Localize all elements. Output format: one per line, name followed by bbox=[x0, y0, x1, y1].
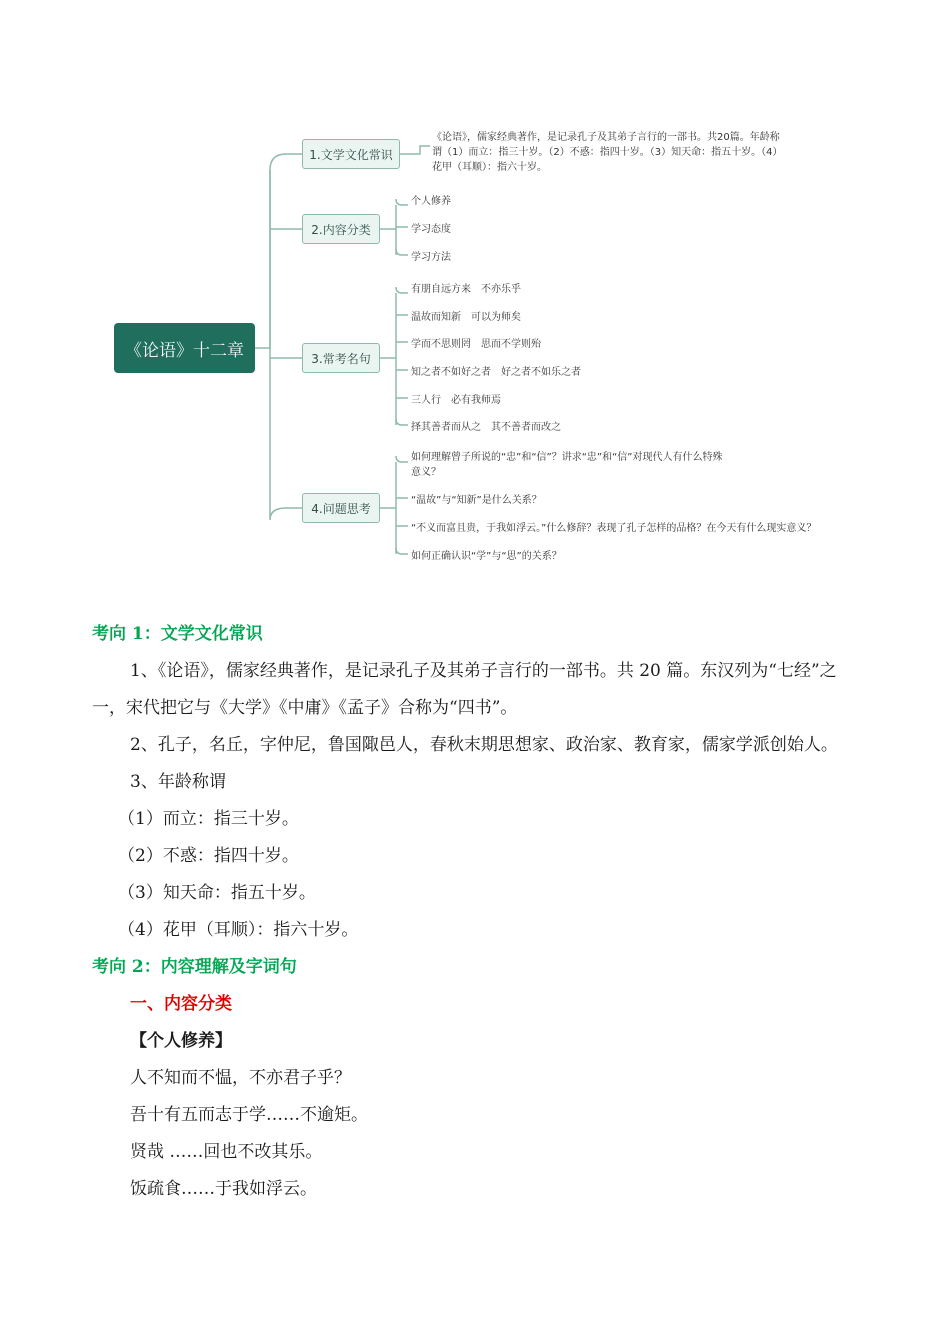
heading-direction-1: 考向 1：文学文化常识 bbox=[92, 624, 263, 644]
leaf-content-category: 个人修养 bbox=[411, 196, 451, 207]
subheading-personal-cultivation: 【个人修养】 bbox=[130, 1031, 232, 1051]
leaf-famous-quote: 学而不思则罔 思而不学则殆 bbox=[411, 339, 541, 350]
age-item: （4）花甲（耳顺）：指六十岁。 bbox=[118, 920, 359, 940]
branch-content-category: 2.内容分类 bbox=[302, 214, 380, 244]
document-body bbox=[92, 616, 862, 1208]
leaf-content-category: 学习态度 bbox=[411, 224, 451, 235]
section-content-category: 一、内容分类 bbox=[130, 994, 232, 1014]
leaf-famous-quote: 知之者不如好之者 好之者不如乐之者 bbox=[411, 367, 581, 378]
quote-line: 饭疏食……于我如浮云。 bbox=[130, 1179, 317, 1199]
leaf-question: 如何正确认识“学”与“思”的关系？ bbox=[411, 551, 562, 562]
heading-direction-2: 考向 2：内容理解及字词句 bbox=[92, 957, 297, 977]
quote-line: 人不知而不愠，不亦君子乎？ bbox=[130, 1068, 351, 1088]
leaf-question: “温故”与“知新”是什么关系？ bbox=[411, 495, 542, 506]
age-item: （1）而立：指三十岁。 bbox=[118, 809, 299, 829]
paragraph-analects: 1、《论语》，儒家经典著作，是记录孔子及其弟子言行的一部书。共 20 篇。东汉列为“七经”之一，宋代把它与《大学》《中庸》《孟子》合称为“四书”。 bbox=[92, 661, 837, 718]
leaf-question: 如何理解曾子所说的“忠”和“信”？讲求“忠”和“信”对现代人有什么特殊意义？ bbox=[411, 452, 723, 478]
branch-literature-culture: 1.文学文化常识 bbox=[302, 139, 400, 169]
branch-literature-culture-text: 《论语》，儒家经典著作，是记录孔子及其弟子言行的一部书。共20篇。年龄称谓（1）而立：指三十岁。（2）不惑：指四十岁。（3）知天命：指五十岁。（4）花甲（耳顺）：指六十岁。 bbox=[432, 132, 780, 173]
mind-map-connectors bbox=[0, 0, 950, 600]
age-item: （2）不惑：指四十岁。 bbox=[118, 846, 299, 866]
leaf-famous-quote: 择其善者而从之 其不善者而改之 bbox=[411, 422, 561, 433]
branch-famous-quotes: 3.常考名句 bbox=[302, 343, 380, 373]
quote-line: 吾十有五而志于学……不逾矩。 bbox=[130, 1105, 368, 1125]
leaf-content-category: 学习方法 bbox=[411, 252, 451, 263]
age-item: （3）知天命：指五十岁。 bbox=[118, 883, 316, 903]
quote-line: 贤哉 ……回也不改其乐。 bbox=[130, 1142, 323, 1162]
mindmap-root: 《论语》十二章 bbox=[114, 323, 255, 373]
paragraph-age-titles: 3、年龄称谓 bbox=[130, 772, 226, 792]
paragraph-confucius: 2、孔子，名丘，字仲尼，鲁国陬邑人，春秋末期思想家、政治家、教育家，儒家学派创始人。 bbox=[130, 735, 838, 755]
leaf-question: “不义而富且贵，于我如浮云。”什么修辞？表现了孔子怎样的品格？在今天有什么现实意义？ bbox=[411, 523, 817, 534]
branch-question-thinking: 4.问题思考 bbox=[302, 493, 380, 523]
leaf-famous-quote: 温故而知新 可以为师矣 bbox=[411, 312, 521, 323]
leaf-famous-quote: 有朋自远方来 不亦乐乎 bbox=[411, 284, 521, 295]
mind-map bbox=[0, 0, 950, 600]
leaf-famous-quote: 三人行 必有我师焉 bbox=[411, 395, 501, 406]
